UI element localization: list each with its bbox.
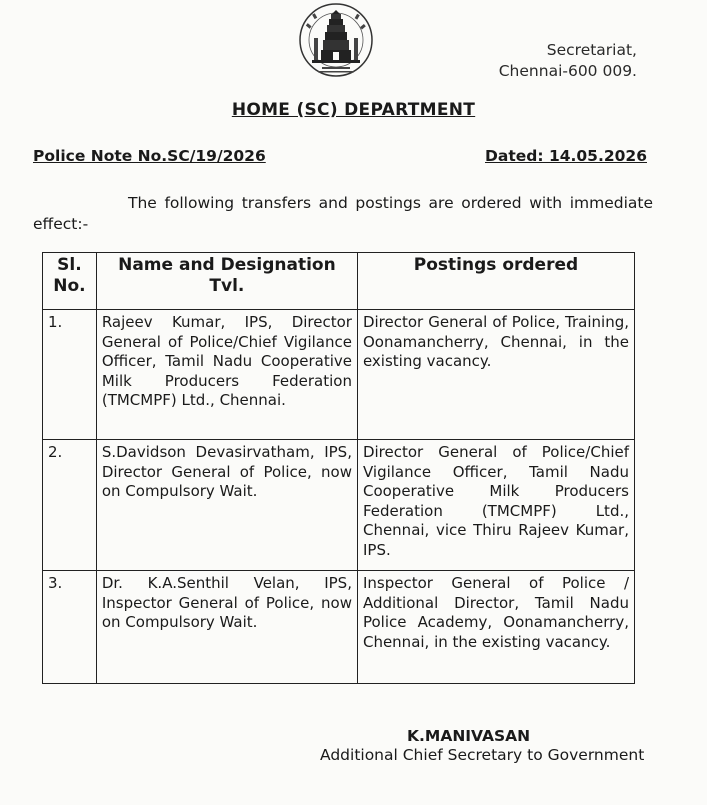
tamil-nadu-emblem bbox=[292, 0, 380, 84]
table-row bbox=[43, 571, 635, 684]
header-sl-no: Sl. No. bbox=[43, 253, 97, 310]
table-row bbox=[43, 310, 635, 440]
row-posting: Director General of Police/Chief Vigilance Officer, Tamil Nadu Cooperative Milk Producers Federation (TMCMPF) Ltd., Chennai, vice Thiru Rajeev Kumar, IPS. bbox=[357, 440, 634, 571]
row-sl-no: 3. bbox=[43, 571, 97, 684]
table-header-row bbox=[43, 253, 635, 310]
row-name-designation: Rajeev Kumar, IPS, Director General of Police/Chief Vigilance Officer, Tamil Nadu Cooperative Milk Producers Federation (TMCMPF) Ltd., Chennai. bbox=[96, 310, 357, 440]
intro-paragraph: The following transfers and postings are ordered with immediate effect:- bbox=[33, 194, 653, 233]
row-name-designation: Dr. K.A.Senthil Velan, IPS, Inspector General of Police, now on Compulsory Wait. bbox=[96, 571, 357, 684]
header-postings-ordered: Postings ordered bbox=[357, 253, 634, 310]
note-line bbox=[33, 147, 647, 165]
note-date: Dated: 14.05.2026 bbox=[485, 147, 647, 165]
address-line-1: Secretariat, bbox=[546, 41, 637, 59]
row-name-designation: S.Davidson Devasirvatham, IPS, Director General of Police, now on Compulsory Wait. bbox=[96, 440, 357, 571]
address-block bbox=[437, 40, 637, 82]
address-line-2: Chennai-600 009. bbox=[498, 62, 637, 80]
table-row bbox=[43, 440, 635, 571]
signatory-name: K.MANIVASAN bbox=[407, 727, 531, 745]
department-title: HOME (SC) DEPARTMENT bbox=[231, 100, 476, 120]
row-sl-no: 1. bbox=[43, 310, 97, 440]
postings-table bbox=[42, 252, 635, 684]
header-name-designation: Name and Designation Tvl. bbox=[96, 253, 357, 310]
row-posting: Inspector General of Police / Additional Director, Tamil Nadu Police Academy, Oonamancherry, Chennai, in the existing vacancy. bbox=[357, 571, 634, 684]
note-number: Police Note No.SC/19/2026 bbox=[33, 147, 266, 165]
signatory-title: Additional Chief Secretary to Government bbox=[320, 746, 645, 764]
row-posting: Director General of Police, Training, Oonamancherry, Chennai, in the existing vacancy. bbox=[357, 310, 634, 440]
row-sl-no: 2. bbox=[43, 440, 97, 571]
